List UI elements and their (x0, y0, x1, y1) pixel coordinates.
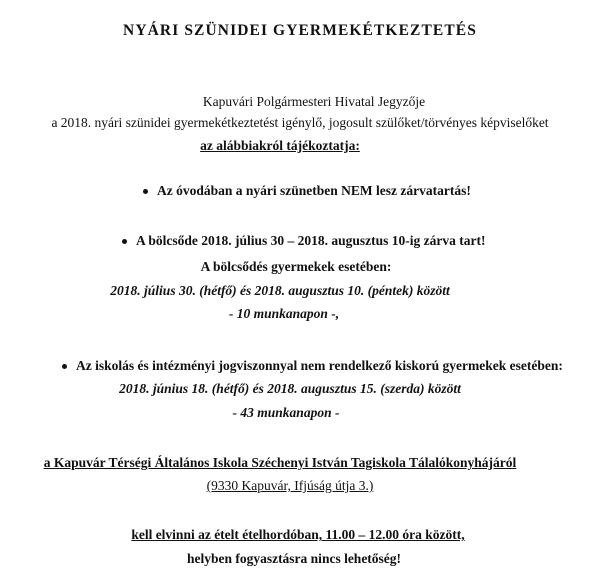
school-workdays: - 43 munkanapon - (232, 405, 340, 420)
nursery-subheading: A bölcsődés gyermekek esetében: (200, 259, 392, 274)
location-address: (9330 Kapuvár, Ifjúság útja 3.) (206, 478, 374, 493)
bullet-nursery (122, 233, 486, 249)
nursery-period: 2018. július 30. (hétfő) és 2018. augusztus 10. (péntek) között (110, 283, 450, 298)
bullet-nursery-text: A bölcsőde 2018. július 30 – 2018. augusztus 10-ig zárva tart! (136, 233, 486, 248)
intro-line: a 2018. nyári szünidei gyermekétkeztetést igénylő, jogosult szülőket/törvényes képviselőket (51, 115, 549, 130)
bullet-dot-icon (62, 364, 67, 369)
bullet-kindergarten (143, 183, 471, 199)
bullet-dot-icon (143, 189, 148, 194)
bullet-dot-icon (122, 239, 127, 244)
bullet-kindergarten-text: Az óvodában a nyári szünetben NEM lesz zárvatartás! (157, 183, 471, 198)
location-name: a Kapuvár Térségi Általános Iskola Széchenyi István Tagiskola Tálalókonyhájáról (43, 455, 517, 470)
pickup-line: kell elvinni az ételt ételhordóban, 11.00 – 12.00 óra között, (131, 527, 465, 542)
bullet-school (62, 358, 563, 374)
bullet-school-text: Az iskolás és intézményi jogviszonnyal nem rendelkező kiskorú gyermekek esetében: (76, 358, 563, 373)
final-line: helyben fogyasztásra nincs lehetőség! (186, 551, 402, 566)
issuer-line: Kapuvári Polgármesteri Hivatal Jegyzője (202, 94, 426, 109)
nursery-workdays: - 10 munkanapon -, (228, 306, 340, 321)
document-title: NYÁRI SZÜNIDEI GYERMEKÉTKEZTETÉS (123, 22, 477, 39)
intro-underlined-line: az alábbiakról tájékoztatja: (200, 138, 360, 153)
school-period: 2018. június 18. (hétfő) és 2018. augusztus 15. (szerda) között (119, 381, 461, 396)
